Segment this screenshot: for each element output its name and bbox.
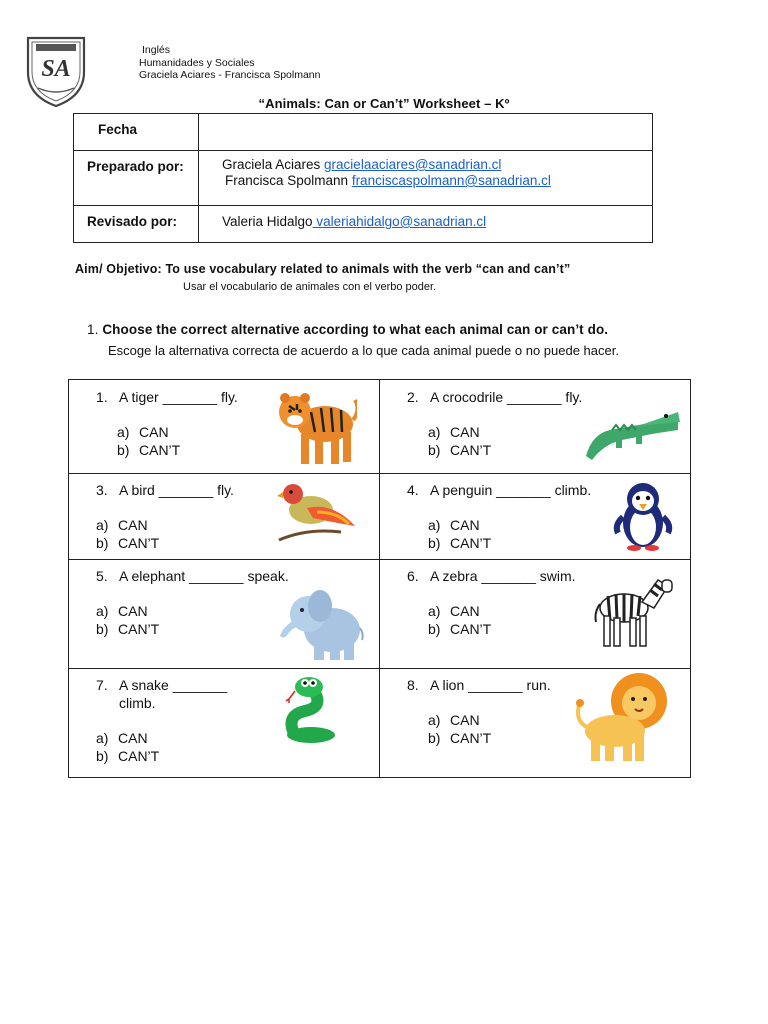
question-prompt: 4. A penguin _______ climb. <box>407 482 592 498</box>
aim-objective: Aim/ Objetivo: To use vocabulary related to animals with the verb “can and can’t” <box>75 262 571 276</box>
question-cell <box>69 474 380 560</box>
question-prompt: 8. A lion _______ run. <box>407 677 551 693</box>
tiger-image <box>275 384 357 473</box>
option-b[interactable]: b) CAN’T <box>96 748 160 764</box>
question-prompt: 2. A crocodrile _______ fly. <box>407 389 583 405</box>
penguin-image <box>612 479 674 556</box>
question-cell <box>380 560 691 669</box>
question-prompt: 1. A tiger _______ fly. <box>96 389 238 405</box>
preparer-email-link[interactable]: gracielaaciares@sanadrian.cl <box>324 157 502 172</box>
option-a[interactable]: a) CAN <box>428 424 480 440</box>
revisado-label: Revisado por: <box>87 214 178 229</box>
snake-image <box>279 673 341 750</box>
question-cell <box>69 560 380 669</box>
option-a[interactable]: a) CAN <box>96 603 148 619</box>
teachers-line: Graciela Aciares - Francisca Spolmann <box>139 69 321 81</box>
reviewer-email-link[interactable]: valeriahidalgo@sanadrian.cl <box>312 214 487 229</box>
fecha-label: Fecha <box>98 122 138 137</box>
option-a[interactable]: a) CAN <box>96 517 148 533</box>
svg-text:SA: SA <box>41 56 71 82</box>
instruction-subtitle: Escoge la alternativa correcta de acuerdo a lo que cada animal puede o no puede hacer. <box>108 343 619 358</box>
question-grid <box>68 379 691 778</box>
option-b[interactable]: b) CAN’T <box>96 621 160 637</box>
question-cell <box>69 380 380 474</box>
instruction-number: 1. <box>87 322 99 337</box>
question-prompt: 3. A bird _______ fly. <box>96 482 234 498</box>
question-cell <box>380 669 691 778</box>
question-cell <box>380 474 691 560</box>
option-b[interactable]: b) CAN’T <box>428 621 492 637</box>
option-a[interactable]: a) CAN <box>96 730 148 746</box>
department-line: Humanidades y Sociales <box>139 56 255 69</box>
preparer-email-link[interactable]: franciscaspolmann@sanadrian.cl <box>351 173 551 188</box>
school-info <box>139 44 321 82</box>
option-a[interactable]: a) CAN <box>428 712 480 728</box>
instruction-text: Choose the correct alternative according to what each animal can or can’t do. <box>102 322 609 337</box>
revisado-value <box>199 206 652 230</box>
lion-image <box>575 671 675 770</box>
subject-line: Inglés <box>142 44 171 56</box>
question-prompt: 6. A zebra _______ swim. <box>407 568 576 584</box>
preparado-value <box>199 151 652 189</box>
zebra-image <box>594 568 674 653</box>
instruction <box>87 322 608 337</box>
option-b[interactable]: b) CAN’T <box>428 535 492 551</box>
preparado-label: Preparado por: <box>87 159 184 174</box>
preparer-name: Graciela Aciares <box>222 157 325 172</box>
option-a[interactable]: a) CAN <box>117 424 169 440</box>
question-cell <box>380 380 691 474</box>
reviewer-name: Valeria Hidalgo <box>222 214 313 229</box>
option-a[interactable]: a) CAN <box>428 603 480 619</box>
fecha-value-cell[interactable] <box>199 114 653 151</box>
question-prompt: 5. A elephant _______ speak. <box>96 568 289 584</box>
question-prompt: 7. A snake _______ <box>96 677 228 693</box>
aim-subtitle: Usar el vocabulario de animales con el verbo poder. <box>183 281 437 293</box>
option-a[interactable]: a) CAN <box>428 517 480 533</box>
option-b[interactable]: b) CAN’T <box>96 535 160 551</box>
option-b[interactable]: b) CAN’T <box>428 442 492 458</box>
preparer-name: Francisca Spolmann <box>225 173 352 188</box>
option-b[interactable]: b) CAN’T <box>117 442 181 458</box>
info-table <box>73 113 653 243</box>
question-cell <box>69 669 380 778</box>
option-b[interactable]: b) CAN’T <box>428 730 492 746</box>
crocodile-image <box>582 400 682 465</box>
bird-image <box>277 478 359 547</box>
question-prompt-continued: climb. <box>119 695 156 711</box>
elephant-image <box>278 584 364 667</box>
worksheet-title: “Animals: Can or Can’t” Worksheet – Kº <box>258 96 510 111</box>
